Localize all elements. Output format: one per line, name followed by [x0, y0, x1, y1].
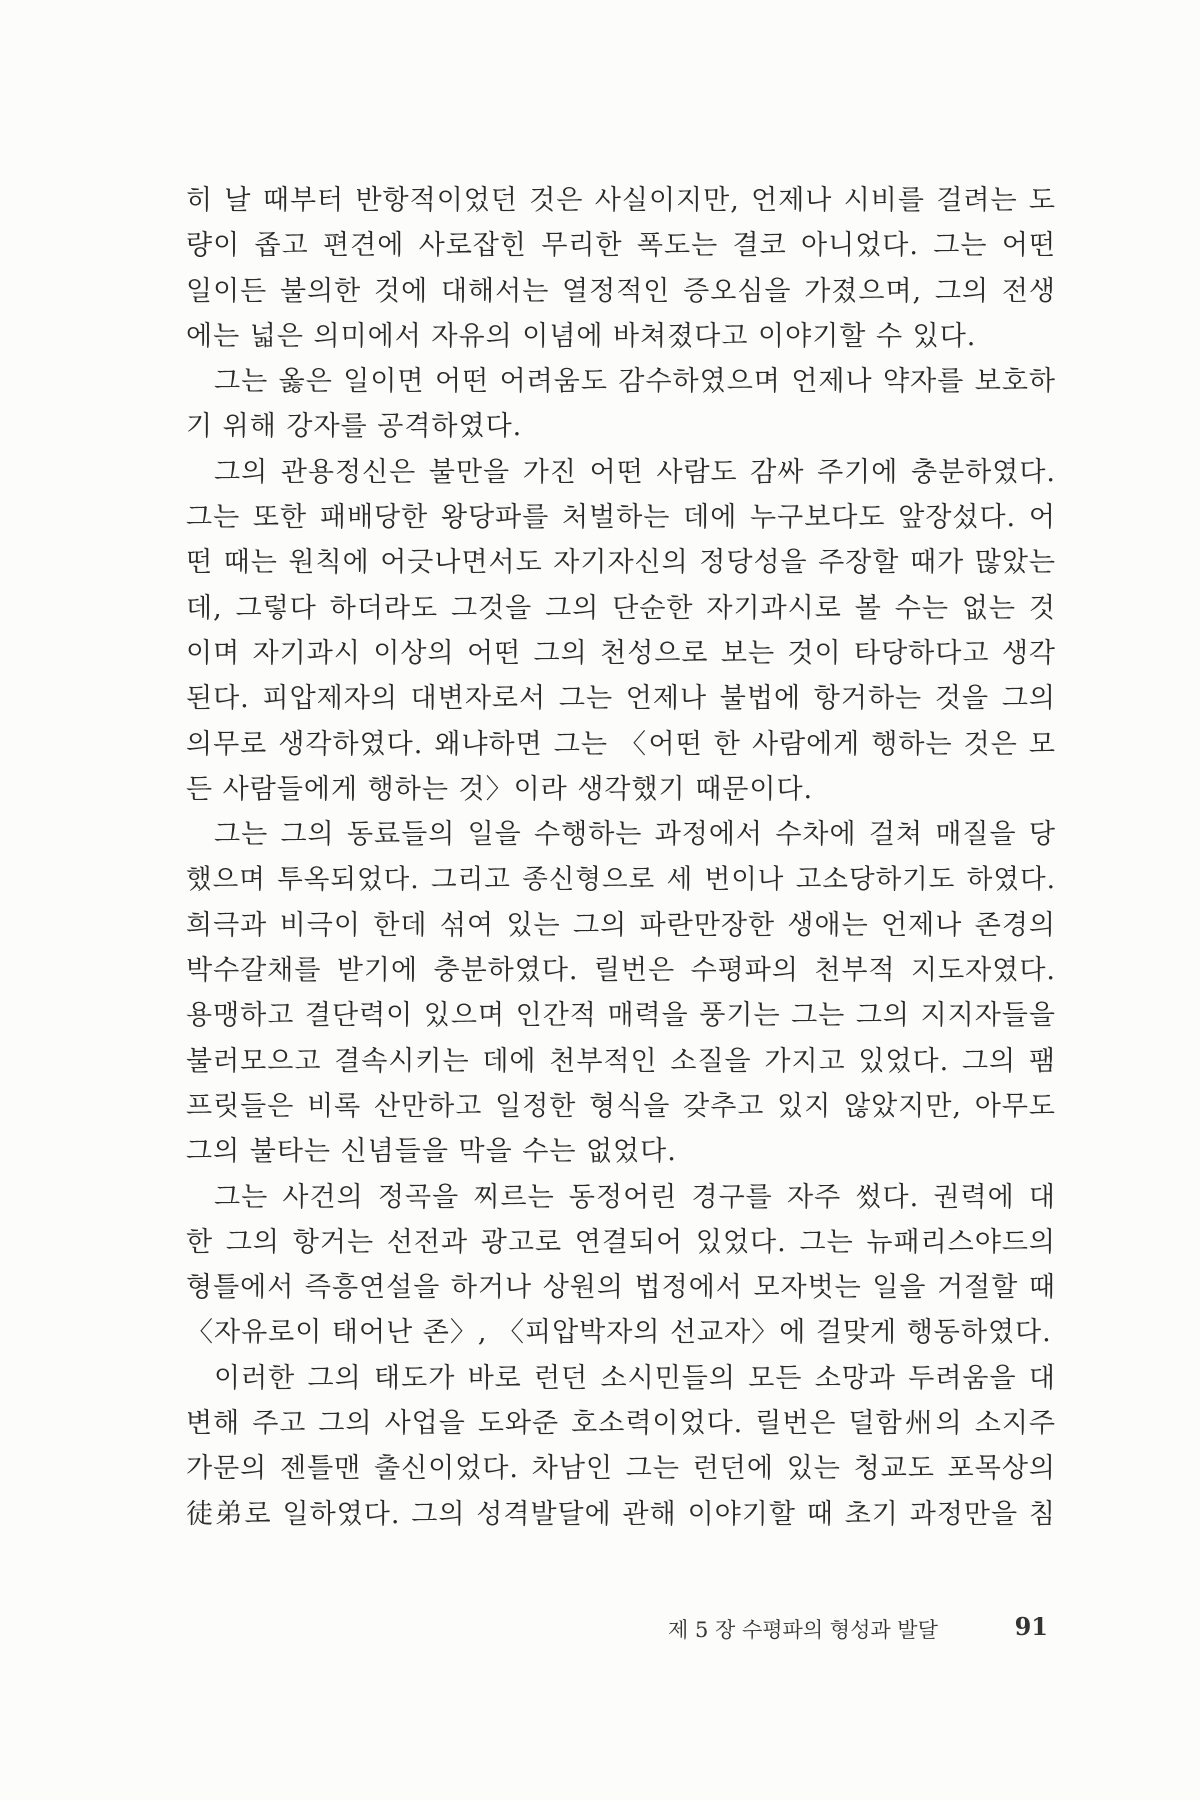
text-line: 희극과 비극이 한데 섞여 있는 그의 파란만장한 생애는 언제나 존경의: [186, 909, 1056, 941]
text-line: 히 날 때부터 반항적이었던 것은 사실이지만, 언제나 시비를 걸려는 도: [186, 185, 1056, 216]
text-line: 변해 주고 그의 사업을 도와준 호소력이었다. 릴번은 덜함州의 소지주: [186, 1408, 1056, 1440]
page-footer: [640, 1606, 1056, 1646]
text-line: 량이 좁고 편견에 사로잡힌 무리한 폭도는 결코 아니었다. 그는 어떤: [186, 230, 1056, 262]
text-line: 에는 넓은 의미에서 자유의 이념에 바쳐졌다고 이야기할 수 있다.: [186, 320, 977, 352]
page-number: 91: [1014, 1612, 1048, 1641]
text-line: 그는 또한 패배당한 왕당파를 처벌하는 데에 누구보다도 앞장섰다. 어: [186, 502, 1056, 534]
text-line: 형틀에서 즉흥연설을 하거나 상원의 법정에서 모자벗는 일을 거절할 때: [186, 1272, 1056, 1304]
text-line: 든 사람들에게 행하는 것〉이라 생각했기 때문이다.: [186, 773, 814, 805]
text-line: 가문의 젠틀맨 출신이었다. 차남인 그는 런던에 있는 청교도 포목상의: [186, 1453, 1056, 1485]
text-line: 그는 옳은 일이면 어떤 어려움도 감수하였으며 언제나 약자를 보호하: [214, 366, 1056, 398]
text-line: 한 그의 항거는 선전과 광고로 연결되어 있었다. 그는 뉴패리스야드의: [186, 1226, 1056, 1258]
text-line: 프릿들은 비록 산만하고 일정한 형식을 갖추고 있지 않았지만, 아무도: [186, 1090, 1056, 1122]
text-line: 불러모으고 결속시키는 데에 천부적인 소질을 가지고 있었다. 그의 팸: [186, 1045, 1056, 1077]
text-line: 이며 자기과시 이상의 어떤 그의 천성으로 보는 것이 타당하다고 생각: [186, 637, 1056, 669]
text-line: 그의 관용정신은 불만을 가진 어떤 사람도 감싸 주기에 충분하였다.: [214, 456, 1056, 488]
text-line: 된다. 피압제자의 대변자로서 그는 언제나 불법에 항거하는 것을 그의: [186, 683, 1056, 715]
text-line: 일이든 불의한 것에 대해서는 열정적인 증오심을 가졌으며, 그의 전생: [186, 275, 1056, 307]
text-line: 데, 그렇다 하더라도 그것을 그의 단순한 자기과시로 볼 수는 없는 것: [186, 592, 1056, 624]
text-line: 〈자유로이 태어난 존〉, 〈피압박자의 선교자〉에 걸맞게 행동하였다.: [186, 1317, 1052, 1349]
text-line: 이러한 그의 태도가 바로 런던 소시민들의 모든 소망과 두려움을 대: [214, 1362, 1056, 1394]
text-line: 했으며 투옥되었다. 그리고 종신형으로 세 번이나 고소당하기도 하였다.: [186, 864, 1056, 896]
body-text: [186, 178, 1056, 1537]
text-line: 박수갈채를 받기에 충분하였다. 릴번은 수평파의 천부적 지도자였다.: [186, 955, 1056, 987]
text-line: 용맹하고 결단력이 있으며 인간적 매력을 풍기는 그는 그의 지지자들을: [186, 1000, 1056, 1032]
text-line: 그는 그의 동료들의 일을 수행하는 과정에서 수차에 걸쳐 매질을 당: [214, 819, 1056, 851]
text-line: 떤 때는 원칙에 어긋나면서도 자기자신의 정당성을 주장할 때가 많았는: [186, 547, 1056, 579]
running-chapter-title: 제 5 장 수평파의 형성과 발달: [668, 1618, 938, 1642]
text-line: 그는 사건의 정곡을 찌르는 동정어린 경구를 자주 썼다. 권력에 대: [214, 1181, 1056, 1213]
text-line: 기 위해 강자를 공격하였다.: [186, 411, 523, 443]
text-line: 徒弟로 일하였다. 그의 성격발달에 관해 이야기할 때 초기 과정만을 침: [186, 1498, 1056, 1530]
text-line: 의무로 생각하였다. 왜냐하면 그는 〈어떤 한 사람에게 행하는 것은 모: [186, 728, 1056, 760]
text-line: 그의 불타는 신념들을 막을 수는 없었다.: [186, 1136, 677, 1168]
